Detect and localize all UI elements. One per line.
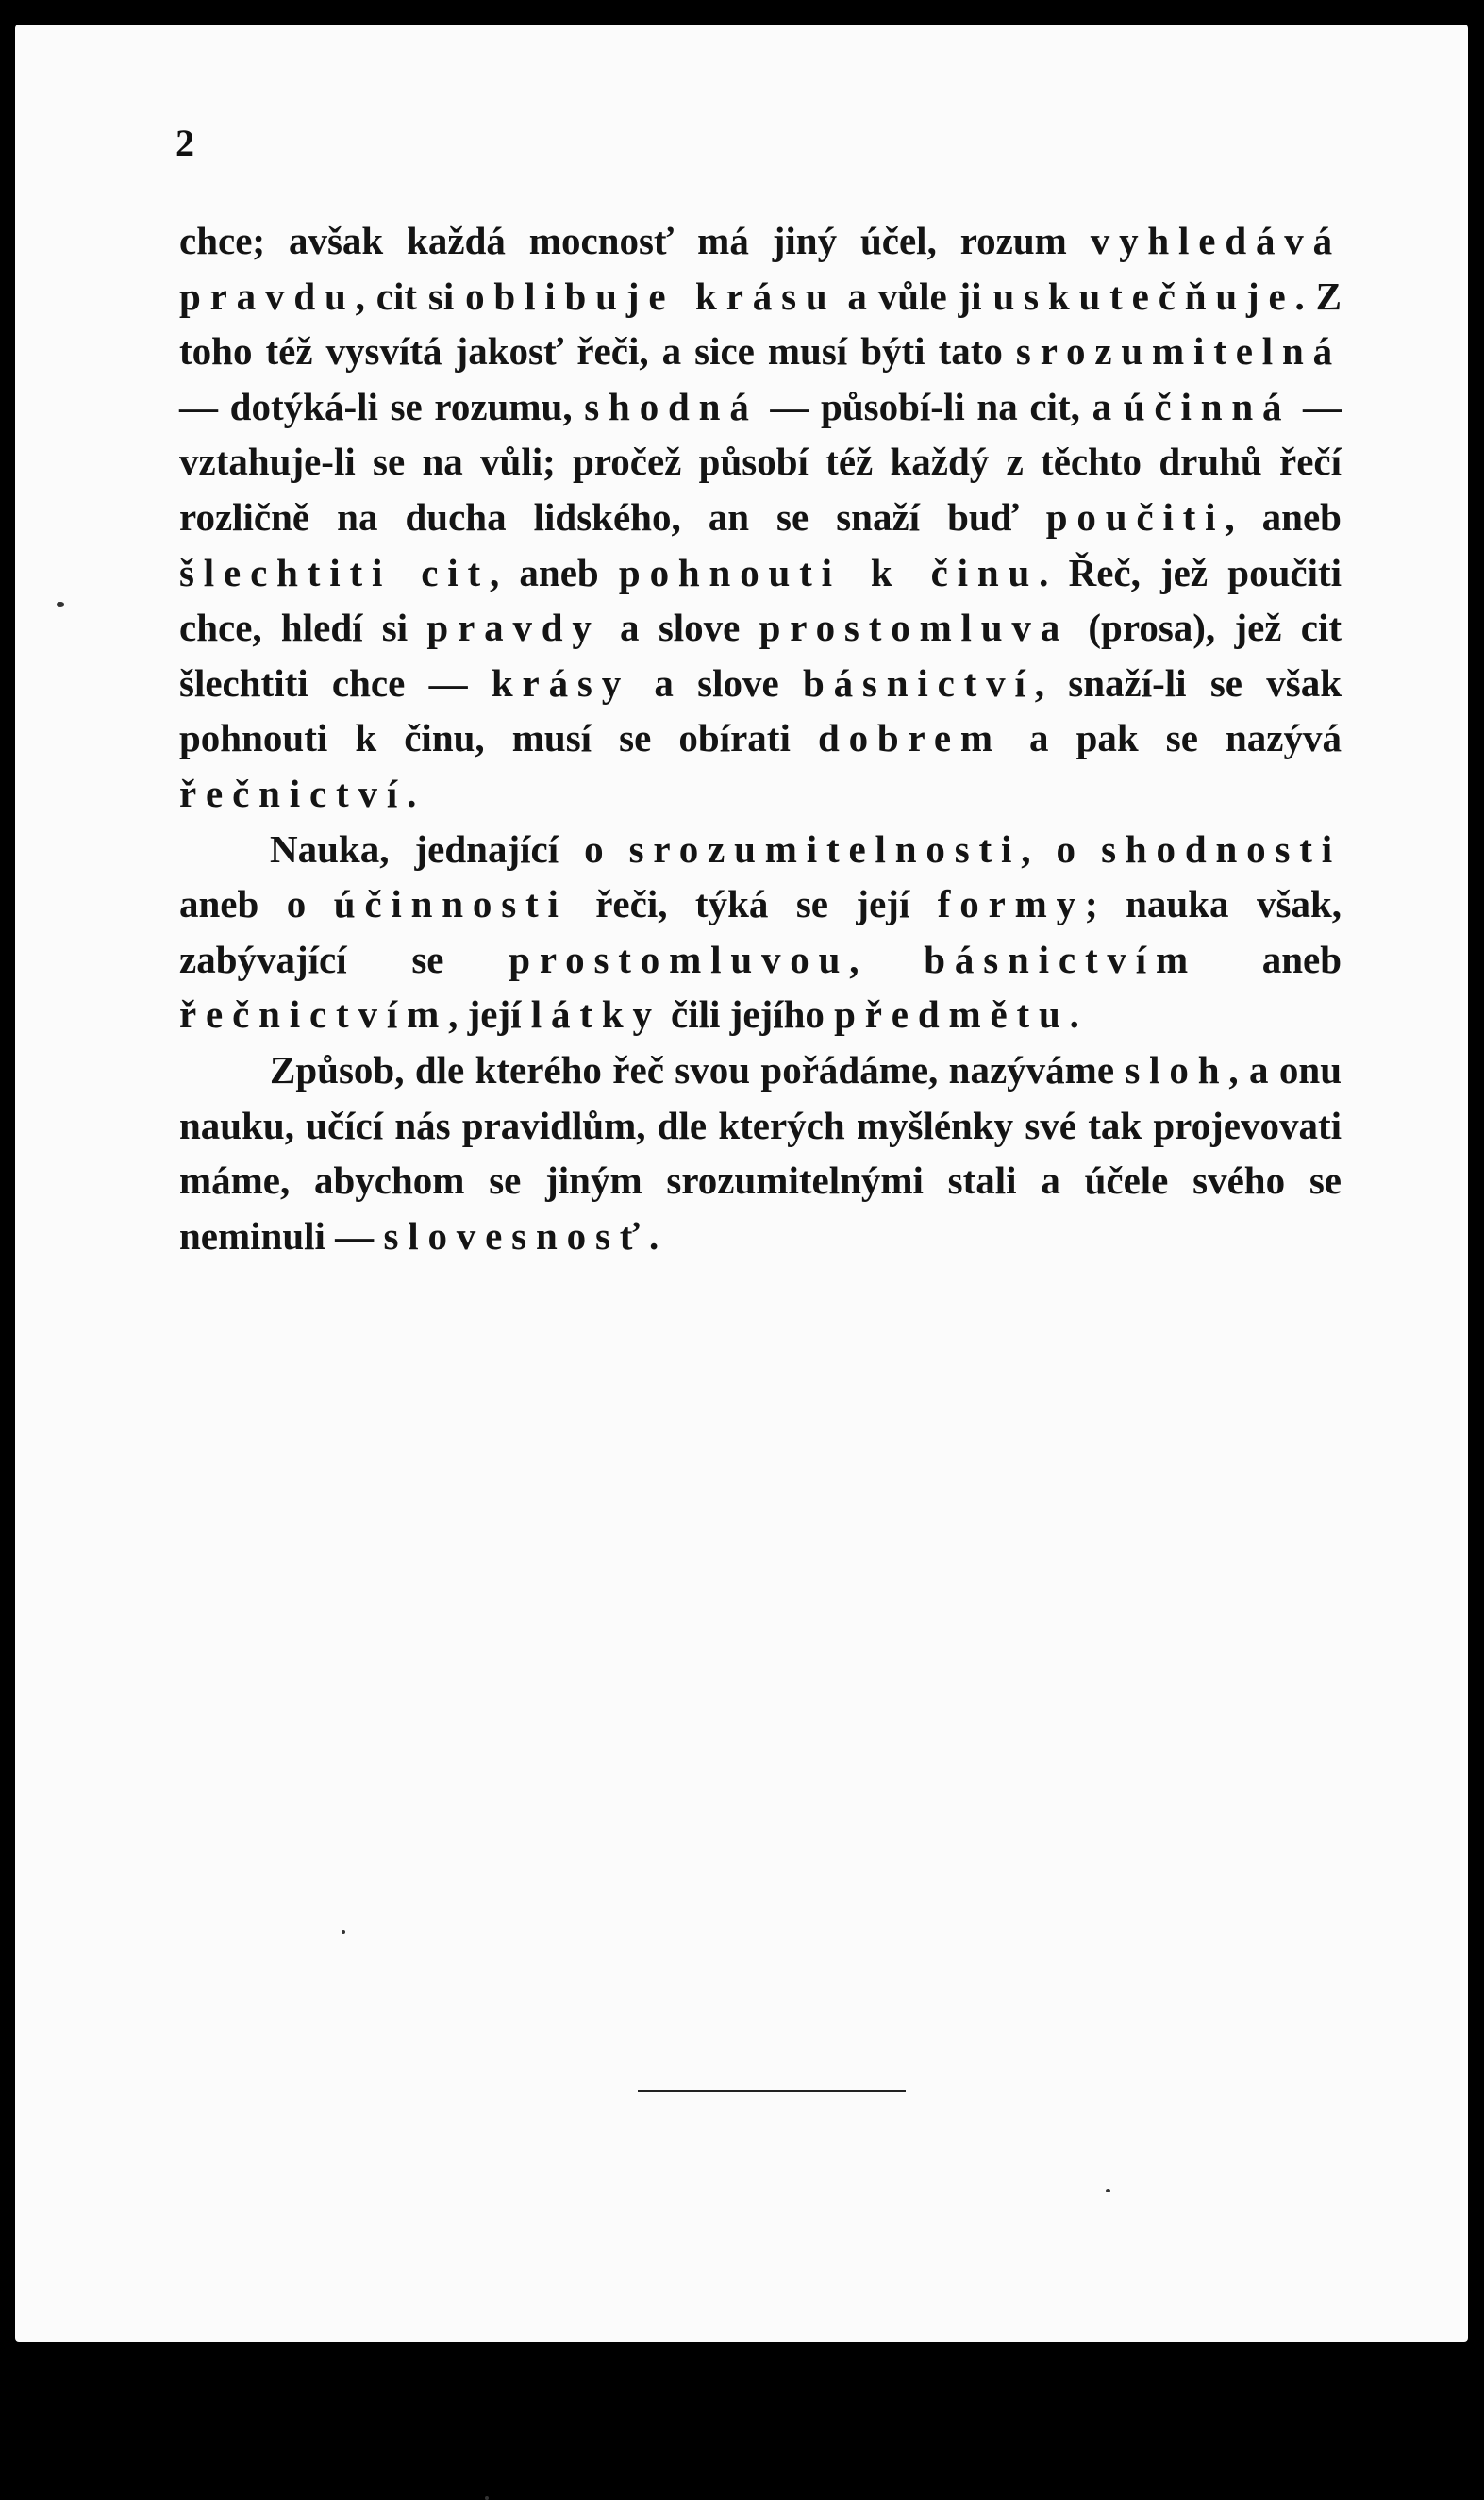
spaced-emphasis-text: básnictvím — [924, 937, 1197, 981]
text-run: Způsob, dle kterého řeč svou pořádáme, nazýváme — [270, 1047, 1126, 1092]
text-run: . — [407, 771, 417, 815]
spaced-emphasis-text: shodná — [584, 384, 759, 428]
text-run: ; nauka však, zabývající se — [179, 882, 1342, 981]
spaced-emphasis-text: poučiti — [1045, 494, 1226, 539]
spaced-emphasis-text: krásy — [491, 660, 631, 705]
ink-speck — [485, 2496, 489, 2500]
spaced-emphasis-text: shodnosti — [1101, 826, 1342, 871]
page-number: 2 — [175, 122, 194, 164]
text-run: , aneb — [489, 550, 619, 594]
spaced-emphasis-text: prostomluva — [759, 606, 1070, 650]
text-run: a slove — [600, 606, 759, 650]
spaced-emphasis-text: vyhledává pravdu — [179, 219, 1342, 318]
text-run: — působí-li na cit, a — [758, 384, 1124, 428]
text-run: — vztahuje-li se na vůli; pročež působí též každý z těchto druhů řečí rozličně na ducha lidského, an se snaží buď — [179, 384, 1342, 539]
spaced-emphasis-text: sloh — [1125, 1047, 1229, 1092]
spaced-emphasis-text: dobrem — [817, 716, 1002, 760]
spaced-emphasis-text: slovesnosť — [383, 1213, 649, 1258]
text-run: , a onu nauku, učící nás pravidlům, dle kterých myšlénky své tak projevovati máme, abychom se jiným srozumitelnými stali a účele svého se neminuli — — [179, 1047, 1342, 1258]
spaced-emphasis-text: látky — [530, 992, 661, 1037]
text-run: . — [1069, 992, 1079, 1037]
spaced-emphasis-text: šlechtiti cit — [179, 550, 490, 594]
spaced-emphasis-text: účinnosti — [333, 882, 568, 926]
spaced-emphasis-text: účinná — [1123, 384, 1292, 428]
spaced-emphasis-text: pohnouti k činu — [618, 550, 1040, 594]
body-text — [179, 213, 1342, 1263]
spaced-emphasis-text: formy — [937, 882, 1086, 926]
text-run: aneb o — [179, 882, 334, 926]
paragraph — [179, 822, 1342, 1042]
text-run: , — [849, 937, 925, 981]
text-run: , snaží-li se však pohnouti k činu, musí se obírati — [179, 660, 1342, 760]
text-run: čili jejího — [660, 992, 835, 1037]
spaced-emphasis-text: řečnictvím — [179, 992, 449, 1037]
spaced-emphasis-text: básnictví — [802, 660, 1035, 705]
text-run: a vůle ji — [836, 274, 993, 318]
text-run: a pak se nazývá — [1001, 716, 1342, 760]
text-run: , aneb — [1225, 494, 1342, 539]
spaced-emphasis-text: řečnictví — [179, 771, 408, 815]
section-rule — [638, 2090, 906, 2092]
text-run: , její — [448, 992, 531, 1037]
spaced-emphasis-text: předmětu — [834, 992, 1070, 1037]
paragraph — [179, 213, 1342, 822]
text-run: , cit si — [355, 274, 466, 318]
text-run: chce; avšak každá mocnosť má jiný účel, rozum — [179, 219, 1091, 262]
ink-speck — [342, 1930, 345, 1934]
ink-speck — [1106, 2189, 1110, 2192]
text-run: . — [648, 1213, 659, 1258]
spaced-emphasis-text: pravdy — [426, 606, 601, 650]
paragraph — [179, 1042, 1342, 1263]
spaced-emphasis-text: srozumitelnosti — [628, 826, 1022, 871]
spaced-emphasis-text: srozumitelná — [1015, 329, 1342, 374]
text-run: (prosa), jež cit šlechtiti chce — — [179, 606, 1342, 705]
text-run: řeči, týká se její — [567, 882, 938, 926]
ink-speck — [57, 602, 64, 607]
text-run: a slove — [630, 660, 803, 705]
text-run: Nauka, jednající o — [270, 826, 629, 871]
text-run: , o — [1021, 826, 1102, 871]
spaced-emphasis-text: prostomluvou — [509, 937, 850, 981]
text-run: . Řeč, jež poučiti chce, hledí si — [179, 550, 1342, 650]
text-run: — dotýká-li se rozumu, — [179, 384, 585, 428]
spaced-emphasis-text: oblibuje krásu — [465, 274, 837, 318]
text-run: aneb — [1197, 937, 1342, 981]
text-run: . Z toho též vysvítá jakosť řeči, a sice musí býti tato — [179, 274, 1342, 374]
spaced-emphasis-text: uskutečňuje — [992, 274, 1295, 318]
